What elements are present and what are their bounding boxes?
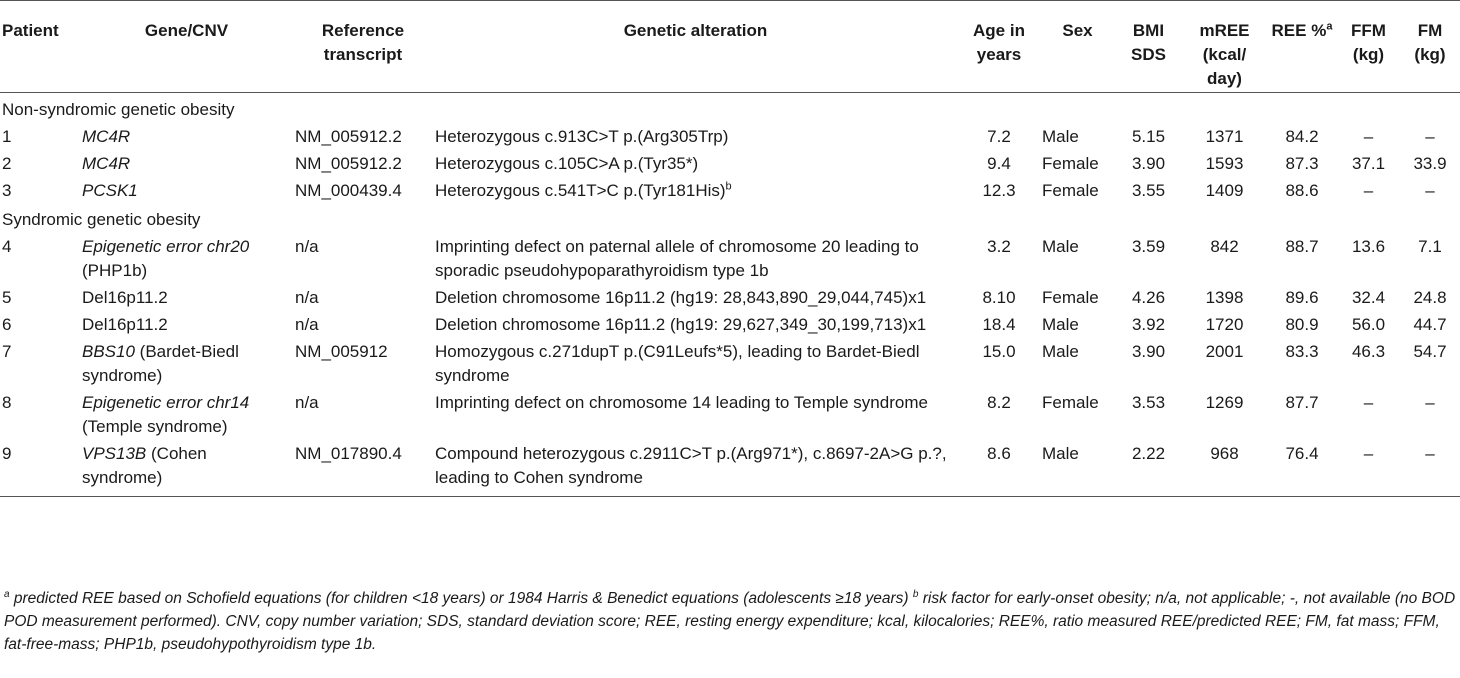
gene-name-rest: Del16p11.2 xyxy=(82,288,168,307)
cell-sex: Male xyxy=(1042,342,1079,361)
cell-mree: 2001 xyxy=(1205,342,1244,361)
cell-ffm: 56.0 xyxy=(1351,315,1386,334)
cell-age: 8.2 xyxy=(987,393,1011,412)
cell-patient: 7 xyxy=(2,342,12,361)
cell-gene xyxy=(80,337,293,388)
alteration-text: Heterozygous c.541T>C p.(Tyr181His) xyxy=(435,181,726,200)
section-header-row xyxy=(0,203,1460,232)
cell-transcript: n/a xyxy=(295,393,319,412)
cell-gene xyxy=(80,439,293,497)
cell-age: 18.4 xyxy=(982,315,1016,334)
header-patient: Patient xyxy=(2,21,59,40)
cell-fm: – xyxy=(1425,444,1435,463)
gene-name-rest: (PHP1b) xyxy=(82,261,148,280)
cell-bmi: 3.55 xyxy=(1131,181,1166,200)
alteration-text: Imprinting defect on chromosome 14 leading to Temple syndrome xyxy=(435,393,928,412)
cell-transcript: NM_017890.4 xyxy=(295,444,402,463)
header-ffm: FFM (kg) xyxy=(1351,21,1386,64)
cell-ffm: 37.1 xyxy=(1351,154,1386,173)
cell-bmi: 4.26 xyxy=(1131,288,1166,307)
cell-patient: 6 xyxy=(2,315,12,334)
cell-bmi: 3.53 xyxy=(1131,393,1166,412)
section-header-row xyxy=(0,93,1460,123)
cell-sex: Male xyxy=(1042,127,1079,146)
gene-name-italic: MC4R xyxy=(82,154,131,173)
cell-alteration xyxy=(433,337,958,388)
gene-name-rest: (Cohen syndrome) xyxy=(82,444,207,487)
cell-bmi: 3.59 xyxy=(1131,237,1166,256)
cell-bmi: 3.90 xyxy=(1131,342,1166,361)
cell-ffm: – xyxy=(1363,127,1374,146)
cell-mree: 1269 xyxy=(1205,393,1244,412)
cell-patient: 1 xyxy=(2,127,12,146)
header-bmi: BMI SDS xyxy=(1131,21,1166,64)
cell-alteration xyxy=(433,122,958,149)
alteration-text: Deletion chromosome 16p11.2 (hg19: 29,627,349_30,199,713)x1 xyxy=(435,315,927,334)
cell-patient: 5 xyxy=(2,288,12,307)
cell-ree-pct: 89.6 xyxy=(1285,288,1319,307)
cell-patient: 2 xyxy=(2,154,12,173)
cell-sex: Female xyxy=(1042,393,1099,412)
alteration-text: Compound heterozygous c.2911C>T p.(Arg971*), c.8697-2A>G p.?, leading to Cohen syndrome xyxy=(435,444,947,487)
cell-sex: Female xyxy=(1042,288,1099,307)
cell-age: 8.6 xyxy=(987,444,1011,463)
cell-gene xyxy=(80,149,293,176)
cell-bmi: 2.22 xyxy=(1131,444,1166,463)
cell-sex: Female xyxy=(1042,181,1099,200)
gene-name-italic: Epigenetic error chr14 xyxy=(82,393,250,412)
alteration-text: Heterozygous c.105C>A p.(Tyr35*) xyxy=(435,154,699,173)
alteration-text: Deletion chromosome 16p11.2 (hg19: 28,843,890_29,044,745)x1 xyxy=(435,288,927,307)
footnote-text-a: predicted REE based on Schofield equations (for children <18 years) or 1984 Harris & Benedict equations (adolescents ≥18 years) xyxy=(9,590,913,607)
table-row xyxy=(0,388,1460,439)
cell-ffm: 32.4 xyxy=(1351,288,1386,307)
table-body xyxy=(0,93,1460,497)
table-row xyxy=(0,283,1460,310)
cell-transcript: n/a xyxy=(295,288,319,307)
cell-mree: 1409 xyxy=(1205,181,1244,200)
cell-mree: 1720 xyxy=(1205,315,1244,334)
header-ree-pct-text: REE % xyxy=(1271,21,1327,40)
cell-sex: Male xyxy=(1042,237,1079,256)
cell-patient: 4 xyxy=(2,237,12,256)
table-row xyxy=(0,232,1460,283)
gene-name-italic: VPS13B xyxy=(82,444,147,463)
gene-name-italic: BBS10 xyxy=(82,342,135,361)
cell-ree-pct: 88.7 xyxy=(1285,237,1319,256)
cell-alteration xyxy=(433,176,958,203)
cell-ffm: 46.3 xyxy=(1351,342,1386,361)
cell-ree-pct: 76.4 xyxy=(1285,444,1319,463)
header-fm: FM (kg) xyxy=(1414,21,1446,64)
footnote-sup-a: a xyxy=(4,588,10,600)
header-mree: mREE (kcal/ day) xyxy=(1199,21,1250,88)
cell-alteration xyxy=(433,232,958,283)
table-row xyxy=(0,149,1460,176)
cell-mree: 1593 xyxy=(1205,154,1244,173)
alteration-text: Imprinting defect on paternal allele of chromosome 20 leading to sporadic pseudohypoparathyroidism type 1b xyxy=(435,237,919,280)
cell-fm: 24.8 xyxy=(1413,288,1447,307)
table-footnote xyxy=(4,587,1456,656)
cell-fm: – xyxy=(1425,393,1435,412)
cell-fm: 44.7 xyxy=(1413,315,1447,334)
gene-name-rest: Del16p11.2 xyxy=(82,315,168,334)
cell-sex: Male xyxy=(1042,444,1079,463)
cell-patient: 9 xyxy=(2,444,12,463)
cell-transcript: NM_005912 xyxy=(295,342,388,361)
cell-patient: 8 xyxy=(2,393,12,412)
cell-fm: 7.1 xyxy=(1418,237,1442,256)
cell-transcript: n/a xyxy=(295,315,319,334)
section-title: Non-syndromic genetic obesity xyxy=(2,100,235,119)
cell-fm: 33.9 xyxy=(1413,154,1447,173)
gene-name-rest: (Bardet-Biedl syndrome) xyxy=(82,342,239,385)
cell-mree: 1371 xyxy=(1205,127,1244,146)
cell-gene xyxy=(80,176,293,203)
header-ree-pct xyxy=(1267,1,1337,93)
cell-gene xyxy=(80,388,293,439)
alteration-text: Homozygous c.271dupT p.(C91Leufs*5), leading to Bardet-Biedl syndrome xyxy=(435,342,920,385)
gene-name-italic: MC4R xyxy=(82,127,131,146)
header-row xyxy=(0,1,1460,93)
table-row xyxy=(0,310,1460,337)
cell-alteration xyxy=(433,149,958,176)
cell-ffm: 13.6 xyxy=(1351,237,1386,256)
table-row xyxy=(0,337,1460,388)
cell-mree: 1398 xyxy=(1205,288,1244,307)
gene-name-italic: Epigenetic error chr20 xyxy=(82,237,250,256)
cell-ree-pct: 87.7 xyxy=(1285,393,1319,412)
cell-ree-pct: 83.3 xyxy=(1285,342,1319,361)
cell-alteration xyxy=(433,283,958,310)
cell-alteration xyxy=(433,439,958,497)
cell-bmi: 3.92 xyxy=(1131,315,1166,334)
table-row xyxy=(0,122,1460,149)
alteration-footnote-mark: b xyxy=(725,180,732,193)
cell-gene xyxy=(80,310,293,337)
cell-ffm: – xyxy=(1363,444,1374,463)
cell-transcript: NM_000439.4 xyxy=(295,181,402,200)
cell-ree-pct: 87.3 xyxy=(1285,154,1319,173)
footnote-sup-b: b xyxy=(912,588,919,600)
cell-age: 12.3 xyxy=(982,181,1016,200)
cell-age: 15.0 xyxy=(982,342,1016,361)
cell-gene xyxy=(80,122,293,149)
cell-sex: Female xyxy=(1042,154,1099,173)
footnote-text-b: risk factor for early-onset obesity; n/a, not applicable; -, not available (no BOD POD measurement performed). CNV, copy number variation; SDS, standard deviation score; REE, resting energy expenditure; kcal, kilocalories; REE%, ratio measured REE/predicted REE; FM, fat mass; FFM, fat-free-mass; PHP1b, pseudohypothyroidism type 1b. xyxy=(4,590,1456,653)
cell-bmi: 3.90 xyxy=(1131,154,1166,173)
table-header xyxy=(0,1,1460,93)
cell-fm: – xyxy=(1425,127,1435,146)
cell-ffm: – xyxy=(1363,393,1374,412)
header-age: Age in years xyxy=(973,21,1025,64)
cell-sex: Male xyxy=(1042,315,1079,334)
cell-ffm: – xyxy=(1363,181,1374,200)
header-ree-pct-sup: a xyxy=(1326,20,1333,33)
header-alteration: Genetic alteration xyxy=(623,21,768,40)
cell-ree-pct: 88.6 xyxy=(1285,181,1319,200)
header-transcript: Reference transcript xyxy=(321,21,405,64)
cell-mree: 842 xyxy=(1210,237,1239,256)
table-row xyxy=(0,176,1460,203)
cell-alteration xyxy=(433,310,958,337)
cell-ree-pct: 84.2 xyxy=(1285,127,1319,146)
cell-fm: – xyxy=(1425,181,1435,200)
cell-patient: 3 xyxy=(2,181,12,200)
cell-gene xyxy=(80,232,293,283)
cell-transcript: n/a xyxy=(295,237,319,256)
cell-fm: 54.7 xyxy=(1413,342,1447,361)
header-sex: Sex xyxy=(1062,21,1093,40)
cell-alteration xyxy=(433,388,958,439)
cell-transcript: NM_005912.2 xyxy=(295,127,402,146)
header-gene: Gene/CNV xyxy=(144,21,229,40)
cell-age: 7.2 xyxy=(987,127,1011,146)
cell-gene xyxy=(80,283,293,310)
gene-name-italic: PCSK1 xyxy=(82,181,138,200)
section-title: Syndromic genetic obesity xyxy=(2,210,201,229)
cell-age: 3.2 xyxy=(987,237,1011,256)
cell-age: 9.4 xyxy=(987,154,1011,173)
table-row xyxy=(0,439,1460,497)
alteration-text: Heterozygous c.913C>T p.(Arg305Trp) xyxy=(435,127,729,146)
cell-transcript: NM_005912.2 xyxy=(295,154,402,173)
cell-ree-pct: 80.9 xyxy=(1285,315,1319,334)
cell-bmi: 5.15 xyxy=(1131,127,1166,146)
cell-age: 8.10 xyxy=(982,288,1016,307)
gene-name-rest: (Temple syndrome) xyxy=(82,417,228,436)
cell-mree: 968 xyxy=(1210,444,1239,463)
